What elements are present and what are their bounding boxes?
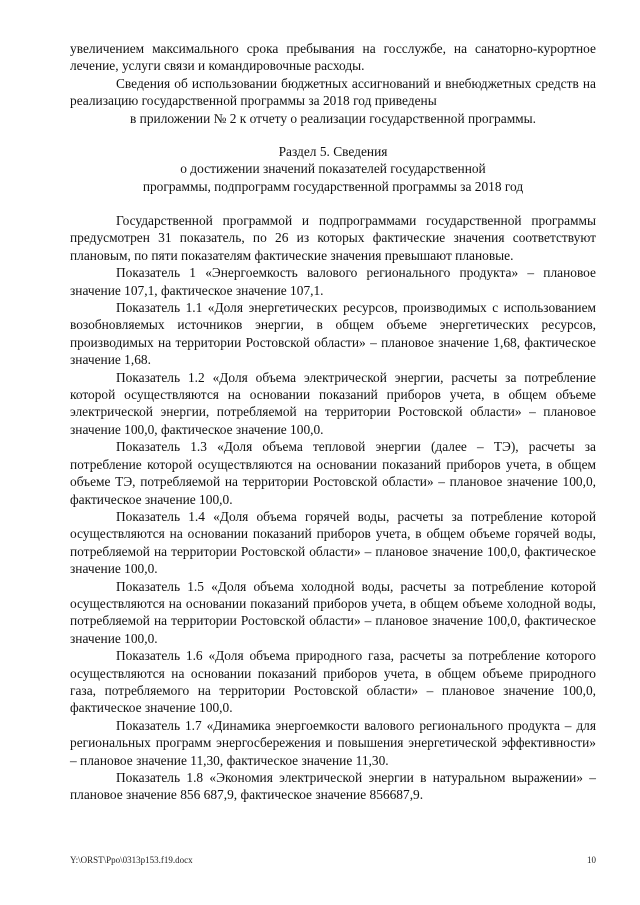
section-subtitle-line2: программы, подпрограмм государственной программы за 2018 год <box>142 178 524 194</box>
paragraph-indicator-1-7: Показатель 1.7 «Динамика энергоемкости валового регионального продукта – для региональных программ энергосбережения и повышения энергетической эффективности» – плановое значение 11,30, фактическое значение 11,30. <box>70 717 596 768</box>
paragraph-indicator-1-3: Показатель 1.3 «Доля объема тепловой энергии (далее – ТЭ), расчеты за потребление которой осуществляются на основании показаний приборов учета, в общем объеме ТЭ, потребляемой на территории Ростовской области» – плановое значение 100,0, фактическое значение 100,0. <box>70 439 596 507</box>
file-path: Y:\ORST\Ppo\0313p153.f19.docx <box>70 855 193 865</box>
paragraph-indicator-1-8: Показатель 1.8 «Экономия электрической энергии в натуральном выражении» – плановое значение 856 687,9, фактическое значение 856687,9. <box>70 770 596 803</box>
paragraph-appendix-ref: в приложении № 2 к отчету о реализации государственной программы. <box>130 110 536 126</box>
paragraph-indicator-1-2: Показатель 1.2 «Доля объема электрической энергии, расчеты за потребление которой осуществляются на основании показаний приборов учета, в общем объеме электрической энергии, потребляемой на территории Ростовской области» – плановое значение 100,0, фактическое значение 100,0. <box>70 369 596 437</box>
paragraph-budget-info: Сведения об использовании бюджетных ассигнований и внебюджетных средств на реализацию государственной программы за 2018 год приведены <box>70 75 596 109</box>
paragraph-indicator-1-1: Показатель 1.1 «Доля энергетических ресурсов, производимых с использованием возобновляемых источников энергии, в общем объеме энергетических ресурсов, производимых на территории Ростовской области» – плановое значение 1,68, фактическое значение 1,68. <box>70 300 596 368</box>
section-body <box>70 212 596 804</box>
paragraph-indicator-1-4: Показатель 1.4 «Доля объема горячей воды, расчеты за потребление которой осуществляются на основании показаний приборов учета, в общем объеме горячей воды, потребляемой на территории Ростовской области» – плановое значение 100,0, фактическое значение 100,0. <box>70 508 596 577</box>
section-subtitle-line1: о достижении значений показателей государственной <box>180 161 486 177</box>
top-paragraphs <box>70 40 596 127</box>
page-number: 10 <box>587 855 596 865</box>
section-title: Раздел 5. Сведения <box>278 144 388 159</box>
paragraph-indicator-1: Показатель 1 «Энергоемкость валового регионального продукта» – плановое значение 107,1, фактическое значение 107,1. <box>70 265 596 298</box>
paragraph-continuation: увеличением максимального срока пребывания на госслужбе, на санаторно-курортное лечение, услуги связи и командировочные расходы. <box>70 41 596 74</box>
paragraph-indicator-1-5: Показатель 1.5 «Доля объема холодной воды, расчеты за потребление которой осуществляются на основании показаний приборов учета, в общем объеме холодной воды, потребляемой на территории Ростовской области» – плановое значение 100,0, фактическое значение 100,0. <box>70 578 596 646</box>
paragraph-indicator-1-6: Показатель 1.6 «Доля объема природного газа, расчеты за потребление которого осуществляются на основании показаний приборов учета, в общем объеме природного газа, потребляемого на территории Ростовской области» – плановое значение 100,0, фактическое значение 100,0. <box>70 648 596 716</box>
paragraph-intro: Государственной программой и подпрограммами государственной программы предусмотрен 31 показатель, по 26 из которых фактические значения соответствуют плановым, по пяти показателям фактические значения превышают плановые. <box>70 213 596 263</box>
section-heading <box>70 143 596 195</box>
